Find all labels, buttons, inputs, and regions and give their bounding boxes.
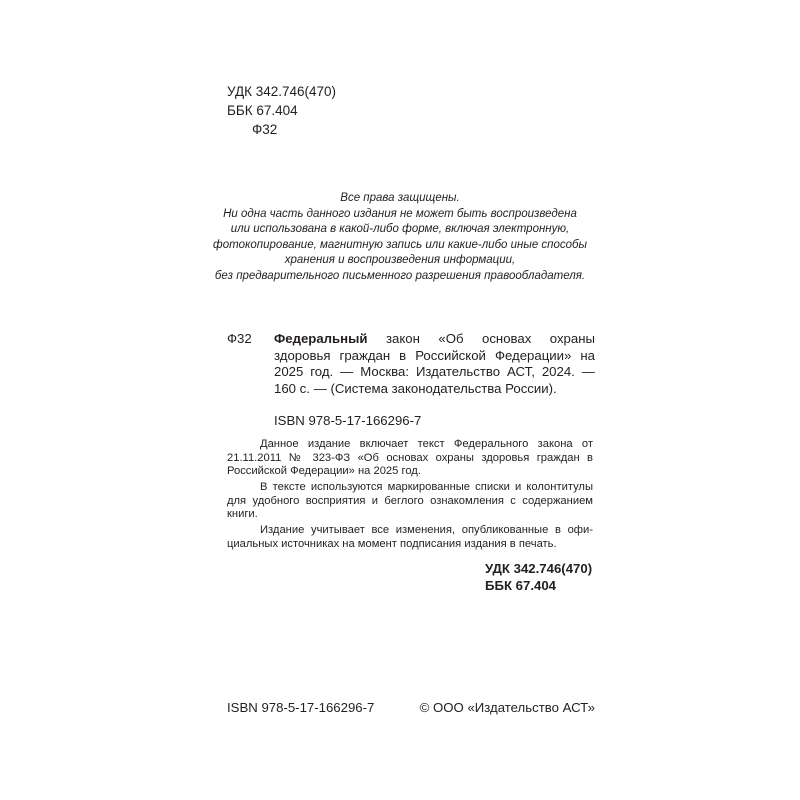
record-isbn: ISBN 978-5-17-166296-7	[274, 413, 422, 428]
rights-line: Ни одна часть данного издания не может быть воспроизведена	[223, 207, 577, 220]
bottom-classification-codes	[485, 560, 592, 594]
record-title-rest: закон «Об основах охраны здоровья граждан в Российской Федерации» на 2025 год. — Москва: Издательство АСТ, 2024. — 160 с. — (Система законодательства России).	[274, 331, 595, 397]
rights-line: без предварительного письменного разрешения правообладателя.	[214, 269, 586, 282]
bibliographic-record	[227, 331, 595, 398]
classification-codes	[227, 82, 336, 139]
record-description	[274, 331, 595, 398]
udk-code-bold: УДК 342.746(470)	[485, 561, 593, 576]
record-title-bold: Федеральный	[274, 331, 368, 346]
bbk-code-bold: ББК 67.404	[485, 578, 557, 593]
rights-line: хранения и воспроизведения информации,	[284, 254, 516, 266]
rights-line: или использована в какой-либо форме, включая электронную,	[230, 223, 570, 235]
author-sign: Ф32	[252, 122, 278, 137]
rights-notice	[200, 191, 600, 284]
footer-isbn: ISBN 978-5-17-166296-7	[227, 700, 375, 715]
annotation-paragraph: Издание учитывает все изменения, опубликованные в официальных источниках на момент подписания издания в печать.	[227, 524, 593, 550]
annotation	[227, 438, 593, 554]
footer-copyright: © ООО «Издательство АСТ»	[419, 700, 595, 715]
rights-line: Все права защищены.	[340, 192, 460, 204]
bbk-code: ББК 67.404	[227, 103, 298, 118]
udk-code: УДК 342.746(470)	[227, 84, 337, 99]
annotation-paragraph: В тексте используются маркированные списки и колонтитулы для удобного восприятия и беглого ознакомления с содержанием книги.	[227, 481, 593, 521]
rights-line: фотокопирование, магнитную запись или какие-либо иные способы	[213, 238, 587, 251]
record-author-sign: Ф32	[227, 331, 252, 346]
annotation-paragraph: Данное издание включает текст Федерального закона от 21.11.2011 № 323-ФЗ «Об основах охраны здоровья граждан в Российской Федерации» на 2025 год.	[227, 438, 593, 478]
